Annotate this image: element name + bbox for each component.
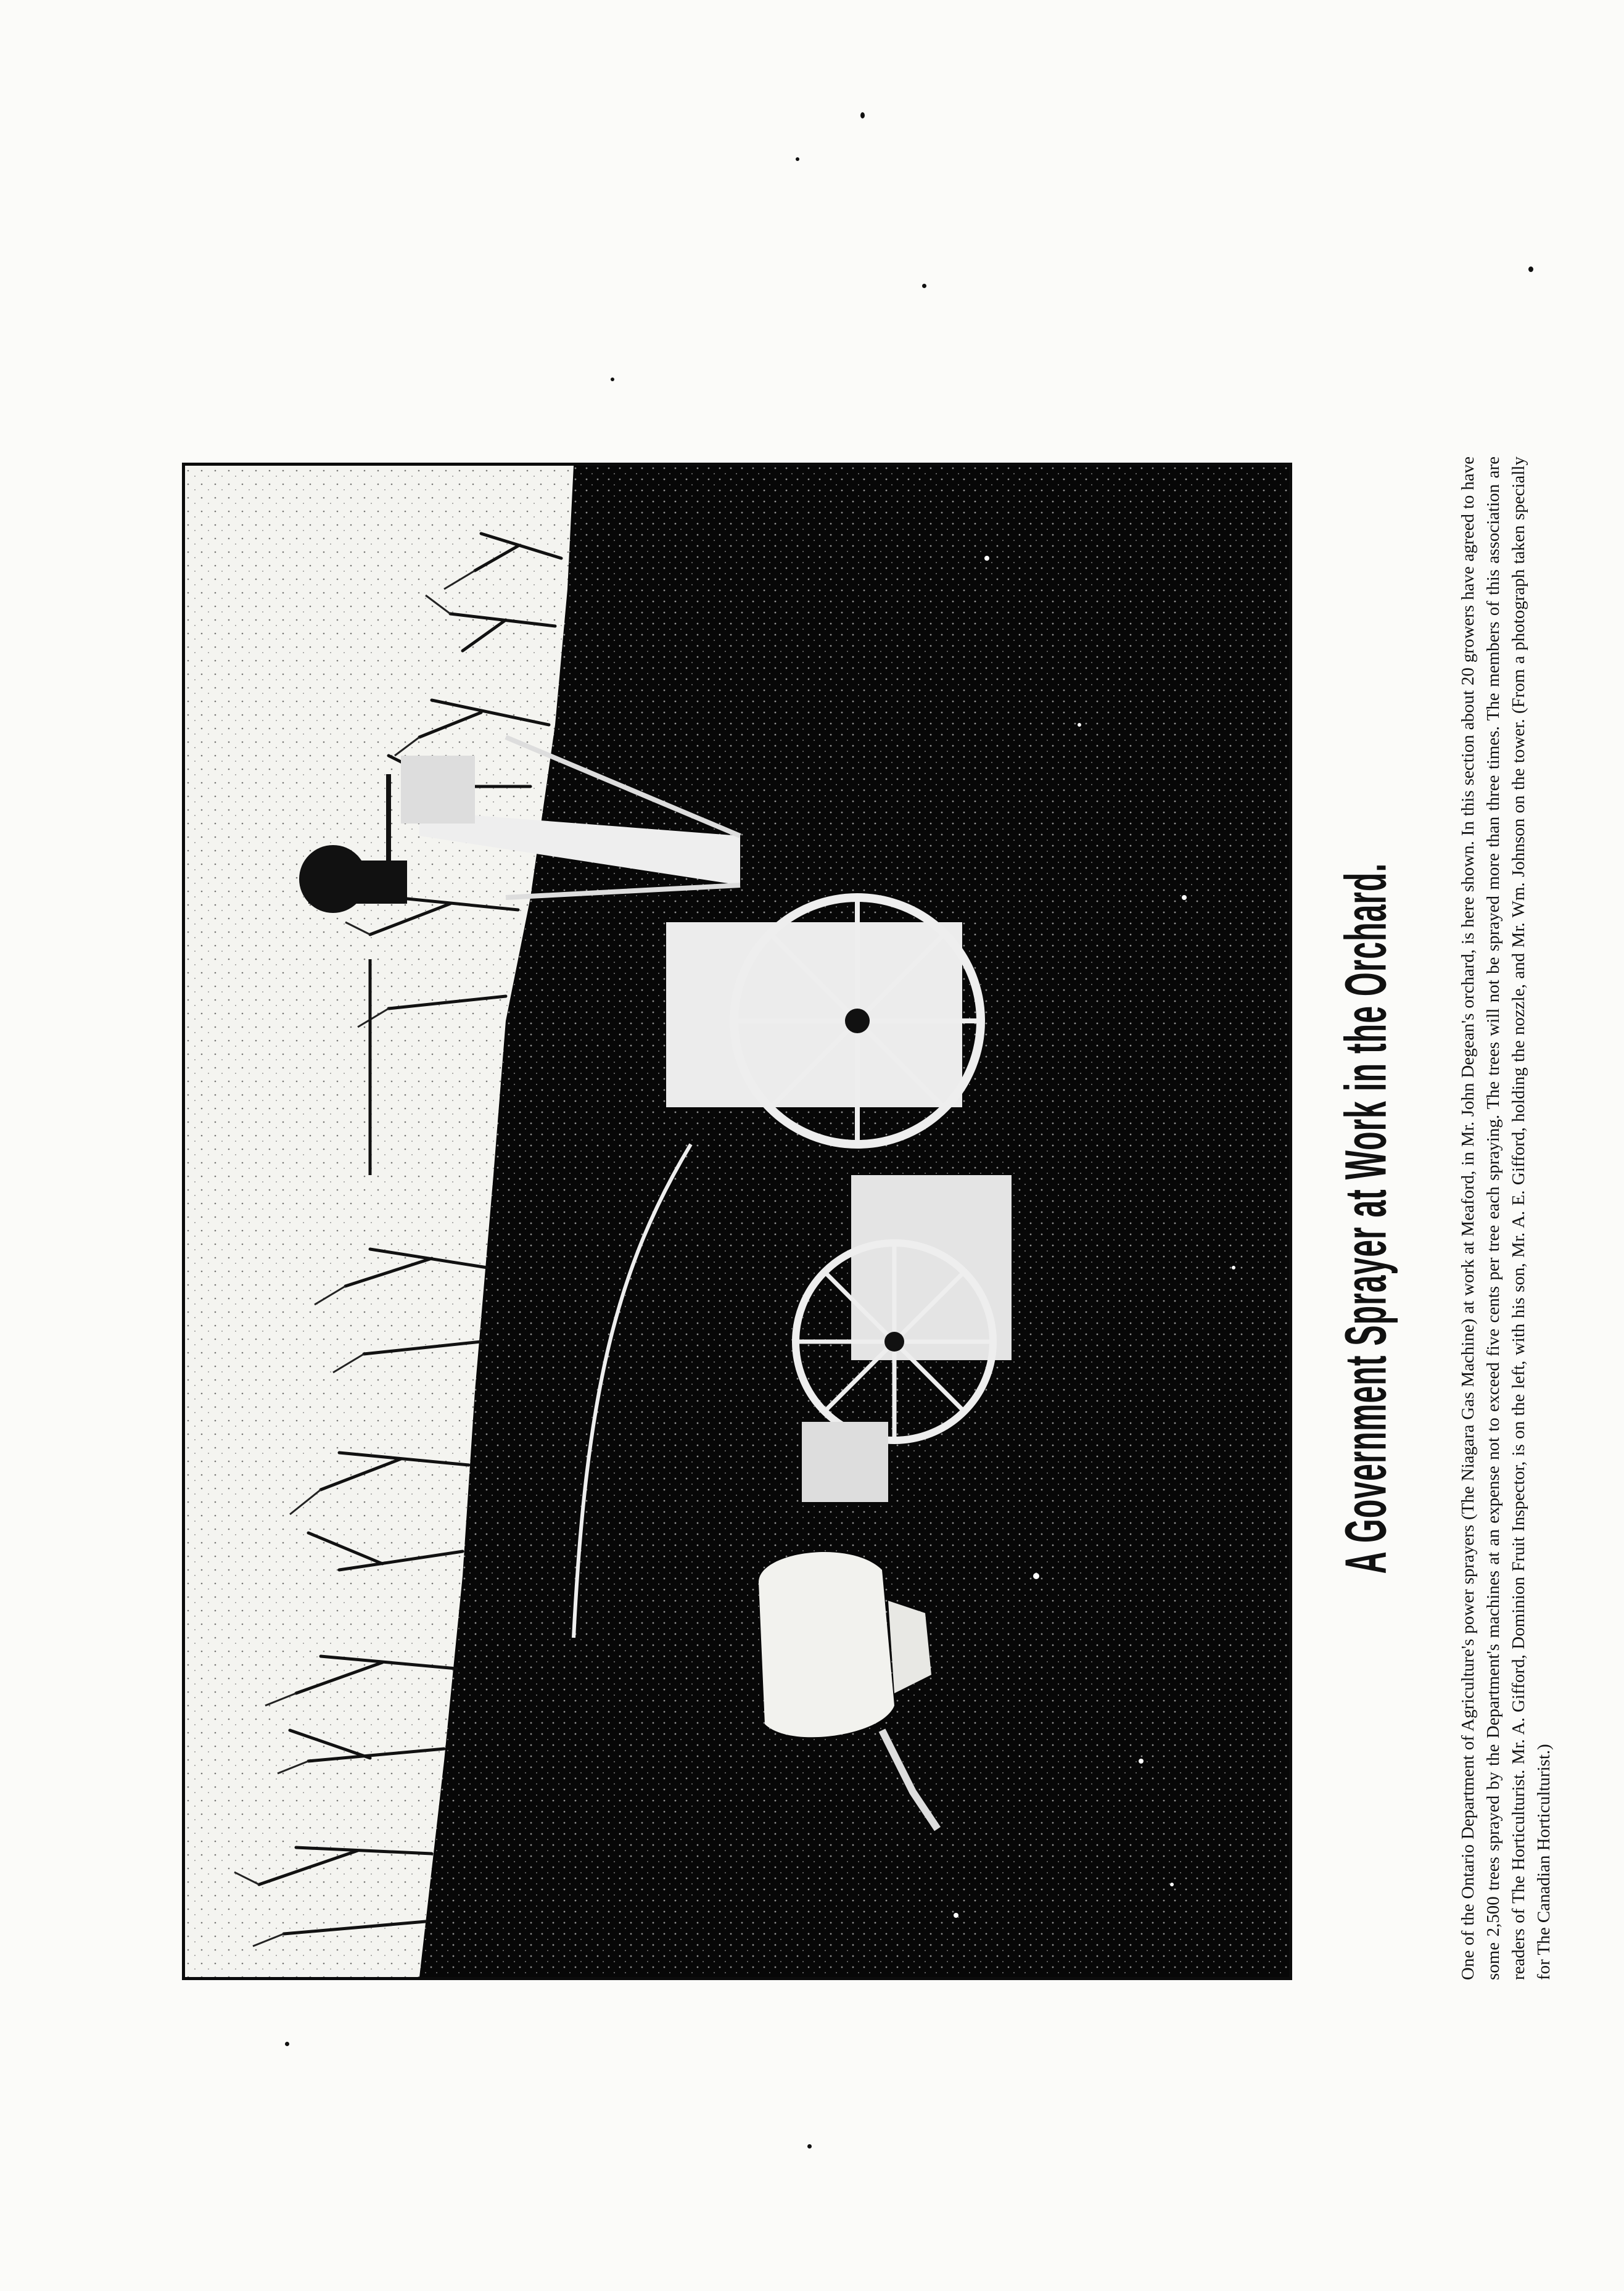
speck [807,2144,812,2149]
figure-title: A Government Sprayer at Work in the Orchard. [1332,862,1399,1574]
figure-caption-block [1320,456,1616,1980]
speck [922,284,926,288]
speck [860,112,865,118]
speck [285,2042,289,2046]
speck [611,378,614,381]
orchard-photograph [182,463,1292,1980]
figure-caption: One of the Ontario Department of Agriculture's power sprayers (The Niagara Gas Machine) at work at Meaford, in Mr. John Degean's orchard, is here shown. In this section about 20 growers have agreed to have some 2,500 trees sprayed by the Department's machines at an expense not to exceed five cents per tree each spraying. The trees will not be sprayed more than three times. The members of this association are readers of The Horticulturist. Mr. A. Gifford, Dominion Fruit Inspector, is on the left, with his son, Mr. A. E. Gifford, holding the nozzle, and Mr. Wm. Johnson on the tower. (From a photograph taken specially for The Canadian Horticulturist.) [1458,456,1554,1980]
photo-scene [185,466,1289,1977]
speck [796,157,799,161]
speck [1528,266,1533,272]
